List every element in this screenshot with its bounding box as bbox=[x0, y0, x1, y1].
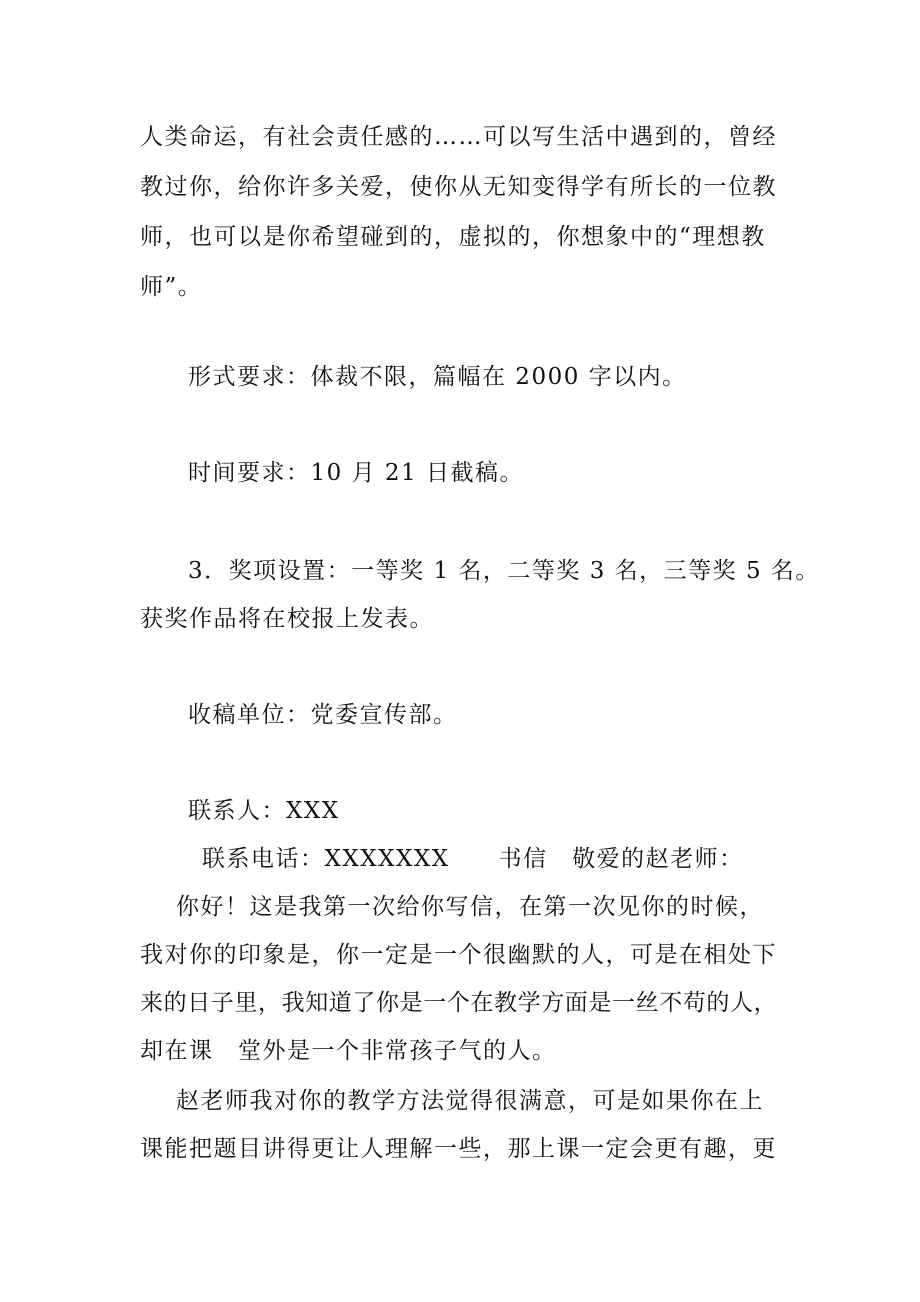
paragraph-line: 人类命运，有社会责任感的……可以写生活中遇到的，曾经 bbox=[140, 124, 777, 150]
awards-line: 获奖作品将在校报上发表。 bbox=[140, 606, 434, 632]
letter-line: 赵老师我对你的教学方法觉得很满意，可是如果你在上 bbox=[176, 1088, 764, 1114]
paragraph-line: 师”。 bbox=[140, 274, 203, 300]
form-requirement: 形式要求：体裁不限，篇幅在 2000 字以内。 bbox=[188, 364, 687, 390]
paragraph-line: 师，也可以是你希望碰到的，虚拟的，你想象中的“理想教 bbox=[140, 224, 766, 250]
letter-line: 我对你的印象是，你一定是一个很幽默的人，可是在相处下 bbox=[140, 942, 777, 968]
letter-line: 课能把题目讲得更让人理解一些，那上课一定会更有趣，更 bbox=[140, 1136, 777, 1162]
letter-line: 来的日子里，我知道了你是一个在教学方面是一丝不苟的人， bbox=[140, 990, 778, 1016]
awards-line: 3．奖项设置：一等奖 1 名，二等奖 3 名，三等奖 5 名。 bbox=[188, 558, 820, 584]
receiving-unit: 收稿单位：党委宣传部。 bbox=[188, 702, 458, 728]
contact-person: 联系人：XXX bbox=[188, 798, 340, 824]
letter-line: 你好！这是我第一次给你写信，在第一次见你的时候， bbox=[176, 894, 764, 920]
paragraph-line: 教过你，给你许多关爱，使你从无知变得学有所长的一位教 bbox=[140, 174, 777, 200]
letter-line: 却在课 堂外是一个非常孩子气的人。 bbox=[140, 1038, 557, 1064]
contact-phone-line: 联系电话：XXXXXXX 书信 敬爱的赵老师： bbox=[202, 846, 744, 872]
time-requirement: 时间要求：10 月 21 日截稿。 bbox=[188, 460, 524, 486]
